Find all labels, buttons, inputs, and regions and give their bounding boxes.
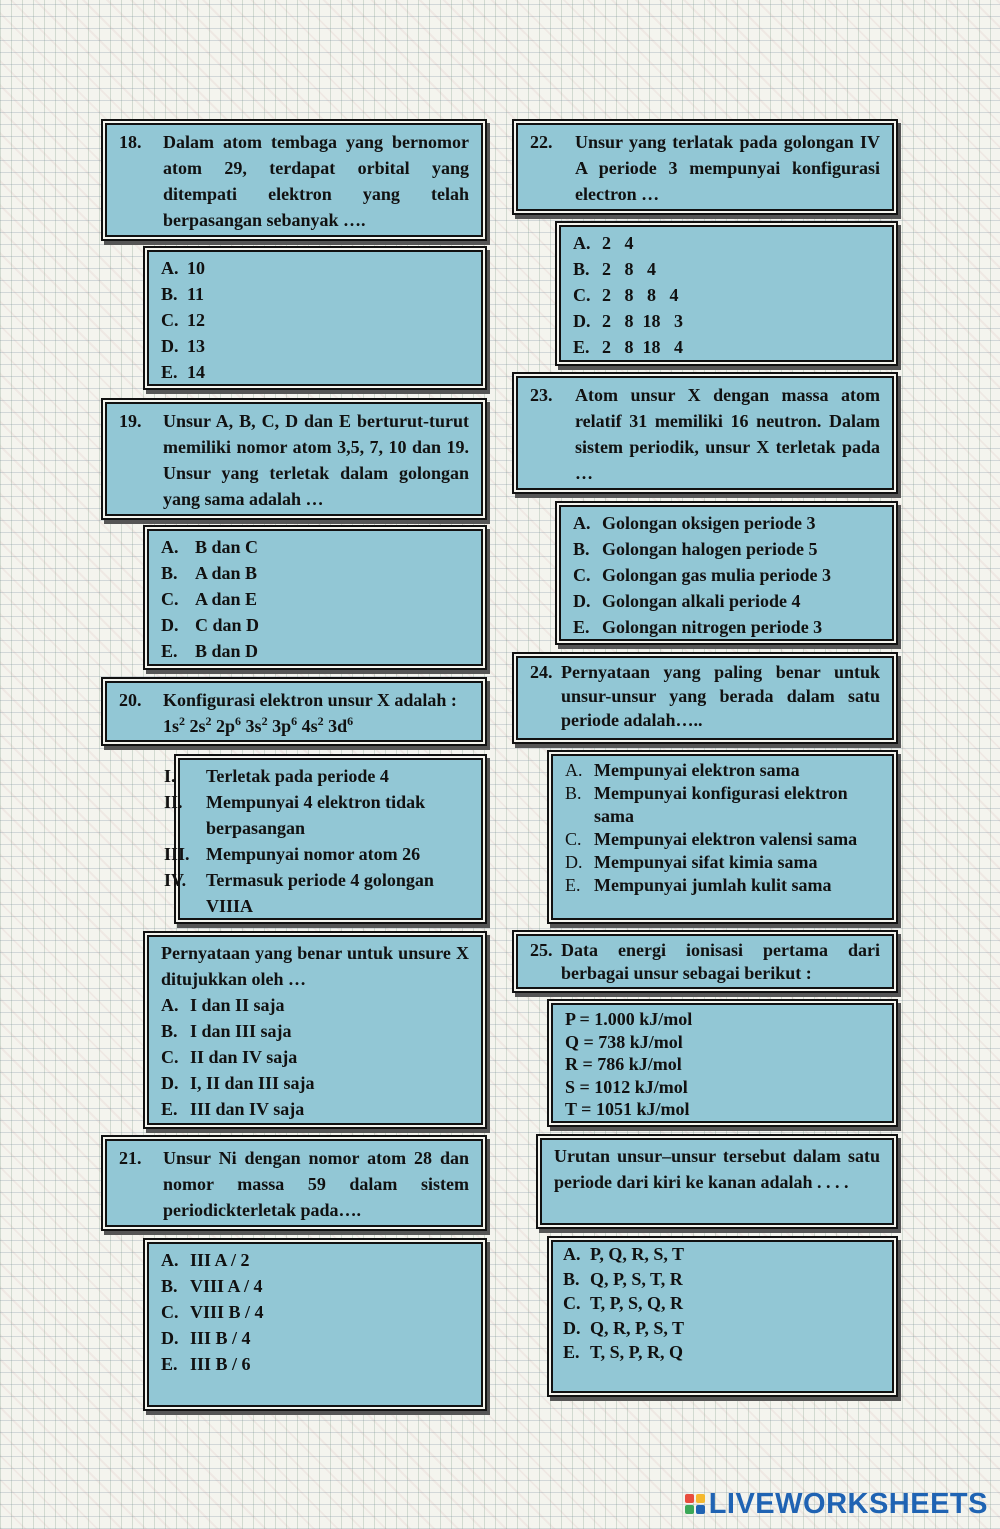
option-text: Q, R, P, S, T (590, 1317, 685, 1338)
config-electrons: 2 (205, 714, 212, 728)
ionization-data-line: T = 1051 kJ/mol (565, 1099, 690, 1119)
option-letter: B. (161, 284, 178, 304)
logo-square (685, 1505, 694, 1514)
option-item (573, 588, 880, 614)
q25-prompt-box (540, 1138, 894, 1225)
option-item (161, 586, 469, 612)
q25-options-box (551, 1240, 894, 1393)
q24-text: Pernyataan yang paling benar untuk unsur-unsur yang berada dalam satu periode adalah….. (561, 662, 880, 730)
option-text: Mempunyai jumlah kulit sama (594, 875, 832, 895)
option-text: 10 (187, 258, 205, 278)
q23-options (573, 510, 880, 640)
config-electrons: 6 (235, 714, 242, 728)
option-item (161, 1351, 469, 1377)
option-letter: E. (161, 362, 178, 382)
q24-options-box (551, 754, 894, 920)
q23-number: 23. (530, 385, 553, 405)
option-text: Golongan gas mulia periode 3 (602, 565, 832, 585)
q21-options (161, 1247, 469, 1377)
q19-options (161, 534, 469, 664)
option-item (161, 255, 469, 281)
option-item (161, 612, 469, 638)
option-text: Mempunyai elektron valensi sama (594, 829, 858, 849)
ionization-data-line: Q = 738 kJ/mol (565, 1031, 683, 1052)
option-letter: B. (161, 1276, 178, 1296)
logo-square (696, 1494, 705, 1503)
config-electrons: 6 (291, 714, 298, 728)
option-item (161, 638, 469, 664)
option-text: I, II dan III saja (190, 1073, 315, 1093)
config-electrons: 2 (317, 714, 324, 728)
q21-text: Unsur Ni dengan nomor atom 28 dan nomor massa 59 dalam sistem periodickterletak pada…. (163, 1148, 469, 1220)
option-item (565, 828, 880, 851)
option-text: Terletak pada periode 4 (206, 766, 389, 786)
q20-prompt: Pernyataan yang benar untuk unsure X ditujukkan oleh … (161, 943, 469, 989)
q23-options-box (559, 505, 894, 641)
option-letter: A. (161, 1250, 179, 1270)
option-item (161, 1247, 469, 1273)
option-letter: E. (161, 1354, 178, 1374)
q18-question-box (105, 123, 483, 237)
option-letter: C. (161, 589, 179, 609)
option-letter: B. (565, 783, 582, 803)
q20-text-block (163, 687, 469, 739)
option-letter: E. (563, 1342, 580, 1362)
option-text: 2 8 8 4 (602, 285, 679, 305)
option-item (161, 1325, 469, 1351)
option-letter: B. (161, 1021, 178, 1041)
option-text: 12 (187, 310, 205, 330)
option-text: 14 (187, 362, 205, 382)
liveworksheets-logo[interactable] (684, 1487, 988, 1521)
q19-text: Unsur A, B, C, D dan E berturut-turut memiliki nomor atom 3,5, 7, 10 dan 19. Unsur yang terletak dalam golongan yang sama adalah … (163, 411, 469, 509)
option-text: Mempunyai konfigurasi elektron sama (594, 783, 848, 826)
option-letter: B. (563, 1268, 580, 1289)
q24-number: 24. (530, 662, 553, 682)
option-item (573, 614, 880, 640)
option-item (164, 867, 469, 919)
option-text: B dan D (195, 641, 259, 661)
option-item (563, 1340, 882, 1365)
q24-options (565, 759, 880, 897)
q23-text: Atom unsur X dengan massa atom relatif 31 memiliki 16 neutron. Dalam sistem periodik, unsur X terletak pada … (575, 385, 880, 483)
option-text: III dan IV saja (190, 1099, 305, 1119)
option-item (563, 1316, 882, 1341)
option-item (161, 1299, 469, 1325)
option-text: C dan D (195, 615, 260, 635)
option-text: III A / 2 (190, 1250, 250, 1270)
option-letter: C. (161, 1302, 179, 1322)
option-letter: E. (161, 1099, 178, 1119)
option-text: 2 4 (602, 233, 634, 253)
option-text: Golongan oksigen periode 3 (602, 513, 816, 533)
config-orbital: 2p (216, 716, 236, 736)
option-text: Mempunyai 4 elektron tidak berpasangan (206, 792, 426, 838)
liveworksheets-logo-icon (684, 1493, 706, 1515)
option-letter: D. (161, 1328, 179, 1348)
option-text: Q, P, S, T, R (590, 1268, 683, 1289)
option-text: I dan II saja (190, 995, 285, 1015)
q25-prompt: Urutan unsur–unsur tersebut dalam satu periode dari kiri ke kanan adalah . . . . (554, 1146, 880, 1192)
option-text: Mempunyai sifat kimia sama (594, 852, 818, 872)
option-letter: E. (573, 337, 590, 357)
q22-options-box (559, 225, 894, 362)
config-orbital: 2s (189, 716, 206, 736)
option-item (573, 562, 880, 588)
option-letter: B. (573, 259, 590, 279)
q20-statements (164, 763, 469, 919)
option-item (161, 359, 469, 385)
option-text: Termasuk periode 4 golongan VIIIA (206, 870, 434, 916)
q25-text: Data energi ionisasi pertama dari berbagai unsur sebagai berikut : (561, 940, 880, 983)
option-item (563, 1291, 882, 1316)
q21-question-box (105, 1139, 483, 1227)
q18-options (161, 255, 469, 385)
option-text: 2 8 4 (602, 259, 656, 279)
option-letter: C. (573, 565, 591, 585)
option-item (573, 256, 880, 282)
option-item (161, 1070, 469, 1096)
option-item (573, 230, 880, 256)
option-text: 2 8 18 3 (602, 311, 683, 331)
option-text: 11 (187, 284, 205, 304)
option-letter: I. (164, 766, 176, 786)
option-item (161, 281, 469, 307)
q19-number: 19. (119, 411, 142, 431)
q20-config (163, 716, 353, 736)
config-orbital: 3d (328, 716, 348, 736)
option-letter: D. (161, 336, 179, 356)
q19-options-box (147, 529, 483, 666)
q22-number: 22. (530, 132, 553, 152)
option-text: 13 (187, 336, 205, 356)
config-electrons: 6 (347, 714, 354, 728)
option-letter: B. (573, 539, 590, 559)
q24-question-box (516, 656, 894, 740)
option-letter: D. (573, 311, 591, 331)
option-item (161, 1018, 469, 1044)
q20-question-box (105, 681, 483, 742)
option-letter: C. (563, 1293, 581, 1313)
option-item (573, 308, 880, 334)
ionization-data-line: R = 786 kJ/mol (565, 1054, 682, 1074)
option-letter: C. (565, 829, 582, 849)
option-letter: A. (573, 513, 591, 533)
option-letter: A. (573, 233, 591, 253)
q25-data-list (565, 1008, 880, 1121)
option-item (161, 1096, 469, 1122)
option-text: Golongan halogen periode 5 (602, 539, 818, 559)
q21-number: 21. (119, 1148, 142, 1168)
q20-options-box (147, 935, 483, 1125)
option-text: III B / 4 (190, 1328, 251, 1348)
option-item (164, 841, 469, 867)
config-orbital: 1s (163, 716, 180, 736)
q23-question-box (516, 376, 894, 490)
option-text: Golongan nitrogen periode 3 (602, 617, 823, 637)
option-text: Mempunyai nomor atom 26 (206, 844, 421, 864)
option-letter: D. (161, 615, 179, 635)
ionization-data-line: P = 1.000 kJ/mol (565, 1009, 693, 1029)
q22-options (573, 230, 880, 360)
option-letter: C. (161, 310, 179, 330)
option-letter: B. (161, 563, 178, 583)
option-letter: IV. (164, 870, 187, 890)
option-text: II dan IV saja (190, 1047, 298, 1067)
option-item (565, 782, 880, 828)
option-text: III B / 6 (190, 1354, 251, 1374)
option-item (573, 282, 880, 308)
option-letter: E. (161, 641, 178, 661)
option-letter: C. (161, 1047, 179, 1067)
option-text: Mempunyai elektron sama (594, 760, 800, 780)
logo-square (696, 1505, 705, 1514)
option-text: Golongan alkali periode 4 (602, 591, 801, 611)
q25-data-box (551, 1003, 894, 1123)
option-letter: III. (164, 844, 190, 864)
option-letter: A. (565, 760, 583, 780)
option-text: T, S, P, R, Q (590, 1342, 684, 1362)
ionization-data-line: S = 1012 kJ/mol (565, 1076, 688, 1097)
option-item (161, 534, 469, 560)
option-item (573, 334, 880, 360)
option-item (161, 307, 469, 333)
option-item (573, 536, 880, 562)
logo-text: LIVEWORKSHEETS (708, 1487, 988, 1520)
q22-question-box (516, 123, 894, 211)
q25-question-box (516, 934, 894, 989)
option-text: B dan C (195, 537, 259, 557)
q20-statements-box (164, 758, 483, 920)
option-letter: A. (161, 258, 179, 278)
option-item (565, 874, 880, 897)
option-text: VIII B / 4 (190, 1302, 264, 1322)
option-item (164, 789, 469, 841)
config-electrons: 2 (179, 714, 186, 728)
option-text: VIII A / 4 (190, 1276, 263, 1296)
config-orbital: 4s (301, 716, 318, 736)
option-letter: D. (563, 1317, 581, 1338)
option-item (161, 560, 469, 586)
q18-number: 18. (119, 132, 142, 152)
q19-question-box (105, 402, 483, 516)
option-item (563, 1242, 882, 1267)
option-item (573, 510, 880, 536)
q25-number: 25. (530, 940, 553, 960)
q18-text: Dalam atom tembaga yang bernomor atom 29, terdapat orbital yang ditempati elektron yang telah berpasangan sebanyak …. (163, 132, 469, 230)
q20-text: Konfigurasi elektron unsur X adalah : (163, 690, 457, 710)
option-letter: II. (164, 792, 183, 812)
option-item (565, 851, 880, 874)
option-text: P, Q, R, S, T (590, 1244, 685, 1264)
q20-number: 20. (119, 690, 142, 710)
option-letter: D. (565, 852, 583, 872)
q25-options (563, 1242, 882, 1365)
option-letter: E. (573, 617, 590, 637)
option-text: A dan E (195, 589, 258, 609)
q21-options-box (147, 1242, 483, 1407)
option-text: T, P, S, Q, R (590, 1293, 684, 1313)
option-item (565, 759, 880, 782)
option-letter: A. (563, 1244, 581, 1264)
option-item (563, 1267, 882, 1292)
config-electrons: 2 (261, 714, 268, 728)
option-letter: A. (161, 537, 179, 557)
q20-options (161, 992, 469, 1122)
option-letter: D. (161, 1073, 179, 1093)
option-item (161, 992, 469, 1018)
option-letter: D. (573, 591, 591, 611)
option-text: I dan III saja (190, 1021, 292, 1041)
option-letter: A. (161, 995, 179, 1015)
option-item (161, 333, 469, 359)
option-item (161, 1044, 469, 1070)
logo-square (685, 1494, 694, 1503)
q18-options-box (147, 250, 483, 386)
option-letter: E. (565, 875, 581, 895)
option-text: A dan B (195, 563, 258, 583)
option-letter: C. (573, 285, 591, 305)
option-item (164, 763, 469, 789)
config-orbital: 3p (272, 716, 292, 736)
config-orbital: 3s (245, 716, 262, 736)
q22-text: Unsur yang terlatak pada golongan IV A periode 3 mempunyai konfigurasi electron … (575, 132, 880, 204)
option-item (161, 1273, 469, 1299)
option-text: 2 8 18 4 (602, 337, 683, 357)
